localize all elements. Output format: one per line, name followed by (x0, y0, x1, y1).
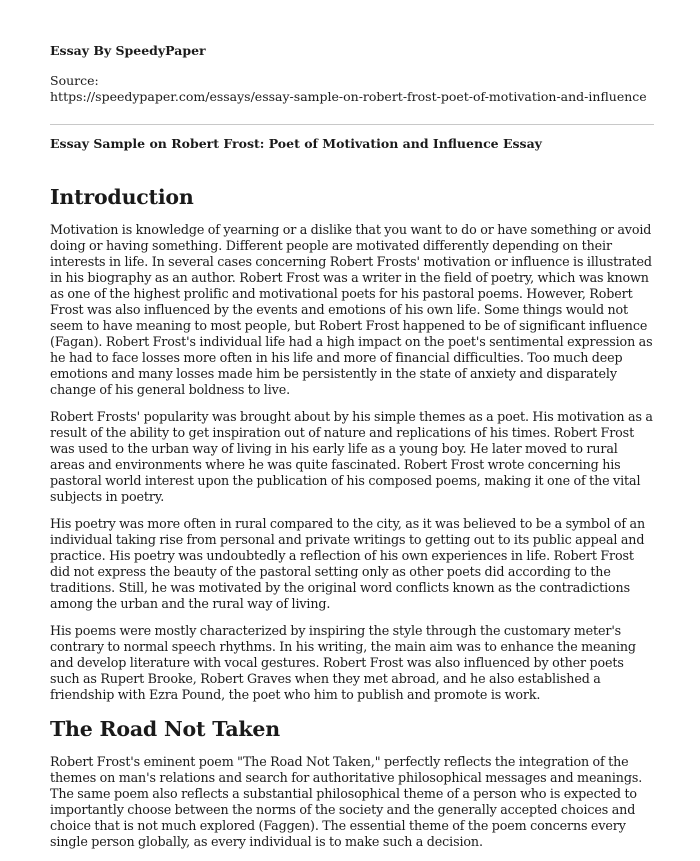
source-label: Source: (50, 73, 99, 88)
header-divider (50, 124, 654, 125)
section-heading-road-not-taken: The Road Not Taken (50, 717, 280, 741)
paragraph: Motivation is knowledge of yearning or a dislike that you want to do or have something or avoid doing or having something. Different people are motivated differently depending on their interests in life. In several cases concerning Robert Frosts' motivation or influence is illustrated in his biography as an author. Robert Frost was a writer in the field of poetry, which was known as one of the highest prolific and motivational poets for his pastoral poems. However, Robert Frost was also influenced by the events and emotions of his own life. Some things would not seem to have meaning to most people, but Robert Frost happened to be of significant influence (Fagan). Robert Frost's individual life had a high impact on the poet's sentimental expression as he had to face losses more often in his life and more of financial difficulties. Too much deep emotions and many losses made him be persistently in the state of anxiety and disparately change of his general boldness to live. (50, 222, 653, 397)
essay-body (50, 183, 654, 861)
paragraph: His poetry was more often in rural compared to the city, as it was believed to be a symbol of an individual taking rise from personal and private writings to getting out to its public appeal and practice. His poetry was undoubtedly a reflection of his own experiences in life. Robert Frost did not express the beauty of the pastoral setting only as other poets did according to the traditions. Still, he was motivated by the original word conflicts known as the contradictions among the urban and the rural way of living. (50, 516, 646, 611)
paragraph: His poems were mostly characterized by inspiring the style through the customary meter's contrary to normal speech rhythms. In his writing, the main aim was to enhance the meaning and develop literature with vocal gestures. Robert Frost was also influenced by other poets such as Rupert Brooke, Robert Graves when they met abroad, and he also established a friendship with Ezra Pound, the poet who him to publish and promote is work. (50, 623, 636, 702)
essay-title: Essay Sample on Robert Frost: Poet of Motivation and Influence Essay (50, 136, 542, 151)
section-heading-introduction: Introduction (50, 185, 194, 209)
paragraph: Robert Frost's eminent poem "The Road Not Taken," perfectly reflects the integration of the themes on man's relations and search for authoritative philosophical messages and meanings. The same poem also reflects a substantial philosophical theme of a person who is expected to importantly choose between the norms of the society and the generally accepted choices and choice that is not much explored (Faggen). The essential theme of the poem concerns every single person globally, as every individual is to make such a decision. (50, 754, 643, 849)
paragraph: Robert Frosts' popularity was brought about by his simple themes as a poet. His motivation as a result of the ability to get inspiration out of nature and replications of his times. Robert Frost was used to the urban way of living in his early life as a young boy. He later moved to rural areas and environments where he was quite fascinated. Robert Frost wrote concerning his pastoral world interest upon the publication of his composed poems, making it one of the vital subjects in poetry. (50, 409, 653, 504)
essay-author-line: Essay By SpeedyPaper (50, 43, 206, 58)
source-url[interactable]: https://speedypaper.com/essays/essay-sample-on-robert-frost-poet-of-motivation-and-influence (50, 89, 647, 104)
